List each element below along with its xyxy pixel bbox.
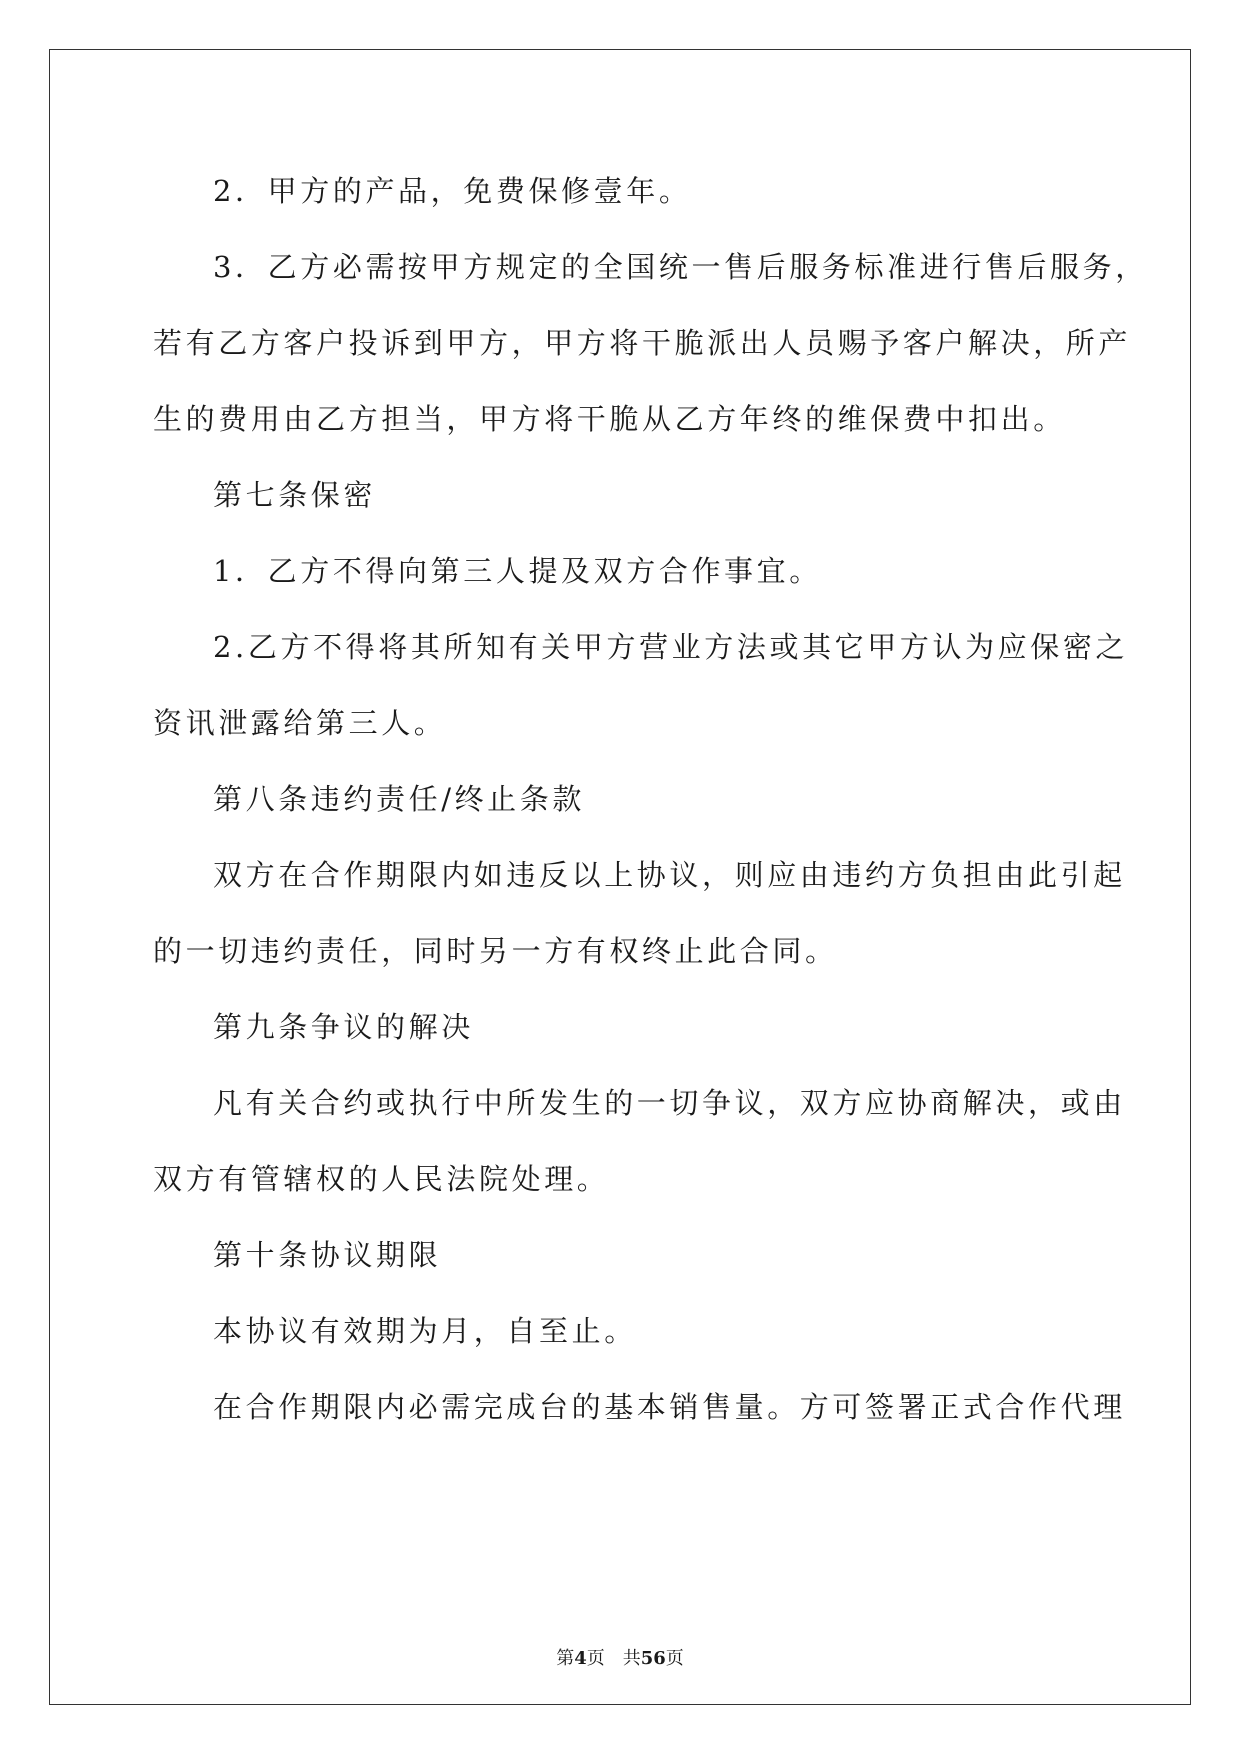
- paragraph-line: 1．乙方不得向第三人提及双方合作事宜。: [213, 554, 822, 588]
- paragraph-line: 生的费用由乙方担当，甲方将干脆从乙方年终的维保费中扣出。: [153, 402, 1066, 436]
- current-page-number: 4: [574, 1648, 587, 1669]
- section-heading: 第七条保密: [213, 478, 377, 512]
- section-heading: 第九条争议的解决: [213, 1010, 474, 1044]
- paragraph-line: 双方在合作期限内如违反以上协议，则应由违约方负担由此引起: [213, 858, 1126, 892]
- paragraph-line: 3．乙方必需按甲方规定的全国统一售后服务标准进行售后服务，: [213, 250, 1148, 284]
- paragraph-line: 2．甲方的产品，免费保修壹年。: [213, 174, 692, 208]
- paragraph-line: 双方有管辖权的人民法院处理。: [153, 1162, 610, 1196]
- paragraph-line: 凡有关合约或执行中所发生的一切争议，双方应协商解决，或由: [213, 1086, 1126, 1120]
- paragraph-line: 若有乙方客户投诉到甲方，甲方将干脆派出人员赐予客户解决，所产: [153, 326, 1132, 360]
- section-heading: 第八条违约责任/终止条款: [213, 782, 585, 816]
- paragraph-line: 资讯泄露给第三人。: [153, 706, 447, 740]
- page-number-footer: [50, 1647, 1190, 1671]
- footer-prefix: 第: [556, 1648, 575, 1669]
- paragraph-line: 在合作期限内必需完成台的基本销售量。方可签署正式合作代理: [213, 1390, 1126, 1424]
- total-page-number: 56: [640, 1648, 666, 1669]
- paragraph-line: 本协议有效期为月，自至止。: [213, 1314, 637, 1348]
- footer-mid: 页 共: [586, 1648, 641, 1669]
- section-heading: 第十条协议期限: [213, 1238, 442, 1272]
- page-border: [49, 49, 1191, 1705]
- paragraph-line: 的一切违约责任，同时另一方有权终止此合同。: [153, 934, 838, 968]
- paragraph-line: 2.乙方不得将其所知有关甲方营业方法或其它甲方认为应保密之: [213, 630, 1129, 664]
- footer-suffix: 页: [665, 1648, 684, 1669]
